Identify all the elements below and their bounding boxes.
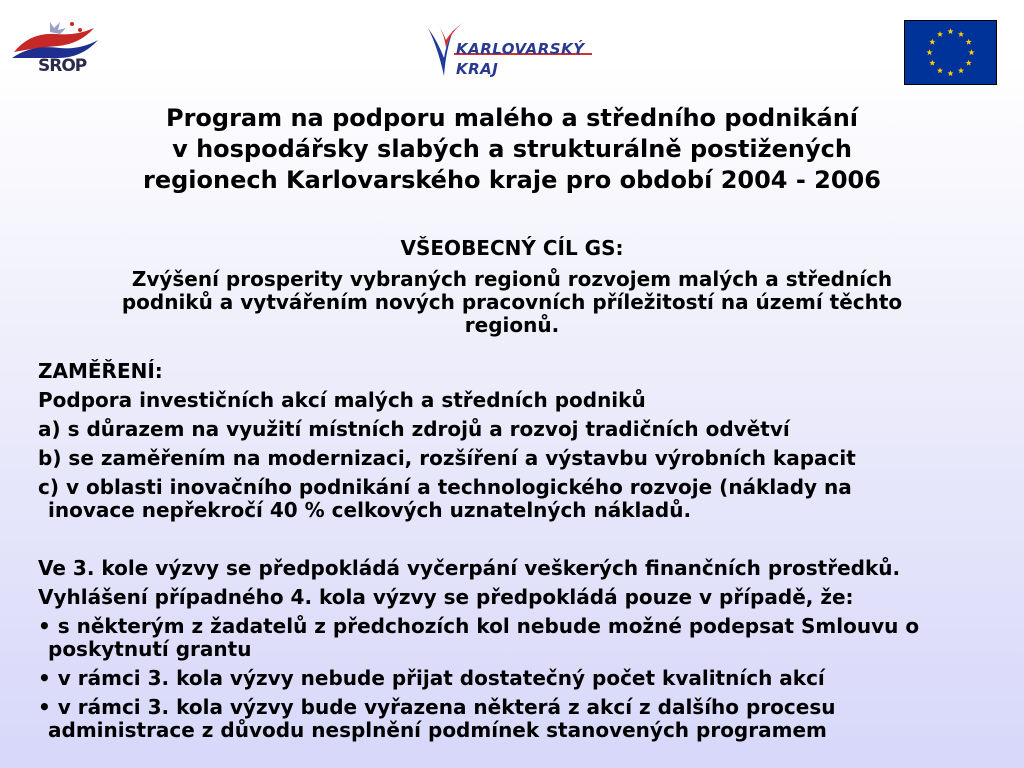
eu-star-icon [926,49,932,55]
goal-line-3: regionů. [464,313,560,337]
notes-bullet-1-line2: poskytnutí grantu [48,637,252,661]
title-line-2: v hospodářsky slabých a strukturálně postižených [172,135,852,163]
goal-heading: VŠEOBECNÝ CÍL GS: [400,236,624,260]
title-line-3: regionech Karlovarského kraje pro období 2004 - 2006 [143,166,881,194]
notes-bullet-3-line2: administrace z důvodu nesplnění podmínek stanovených programem [48,718,827,742]
goal-line-1: Zvýšení prosperity vybraných regionů rozvojem malých a středních [131,267,893,291]
goal-line-2: podniků a vytvářením nových pracovních příležitostí na území těchto [121,290,903,314]
eu-star-icon [947,70,953,76]
srop-logo-text: SROP [38,56,87,76]
kraj-logo-line1: KARLOVARSKÝ [456,40,585,58]
page-title [40,103,984,196]
notes-line-2: Vyhlášení případného 4. kola výzvy se předpokládá pouze v případě, že: [38,585,854,609]
goal-text [40,268,984,337]
notes-bullet-3-line1: • v rámci 3. kola výzvy bude vyřazena některá z akcí z dalšího procesu [38,695,836,719]
title-line-1: Program na podporu malého a středního podnikání [165,104,859,132]
focus-item-c-line1: c) v oblasti inovačního podnikání a technologického rozvoje (náklady na [38,475,852,499]
eu-star-icon [966,60,972,66]
eu-star-icon [947,28,953,34]
notes-bullet-1-line1: • s některým z žadatelů z předchozích kol nebude možné podepsat Smlouvu o [38,614,920,638]
eu-star-icon [958,67,964,73]
focus-item-a: a) s důrazem na využití místních zdrojů a rozvoj tradičních odvětví [38,417,790,441]
eu-star-icon [929,60,935,66]
eu-flag [904,20,997,85]
eu-star-icon [937,31,943,37]
eu-star-icon [937,67,943,73]
focus-item-b: b) se zaměřením na modernizaci, rozšíření a výstavbu výrobních kapacit [38,446,856,470]
eu-flag-icon [905,21,996,84]
focus-heading: ZAMĚŘENÍ: [38,359,163,383]
eu-star-icon [929,39,935,45]
focus-item-c-line2: inovace nepřekročí 40 % celkových uznatelných nákladů. [48,498,692,522]
eu-star-icon [966,39,972,45]
notes-line-1: Ve 3. kole výzvy se předpokládá vyčerpání veškerých finančních prostředků. [38,556,901,580]
focus-intro: Podpora investičních akcí malých a středních podniků [38,388,646,412]
eu-star-icon [958,31,964,37]
notes-bullet-2: • v rámci 3. kola výzvy nebude přijat dostatečný počet kvalitních akcí [38,666,825,690]
eu-star-icon [968,49,974,55]
kraj-logo-line2: KRAJ [456,60,499,78]
